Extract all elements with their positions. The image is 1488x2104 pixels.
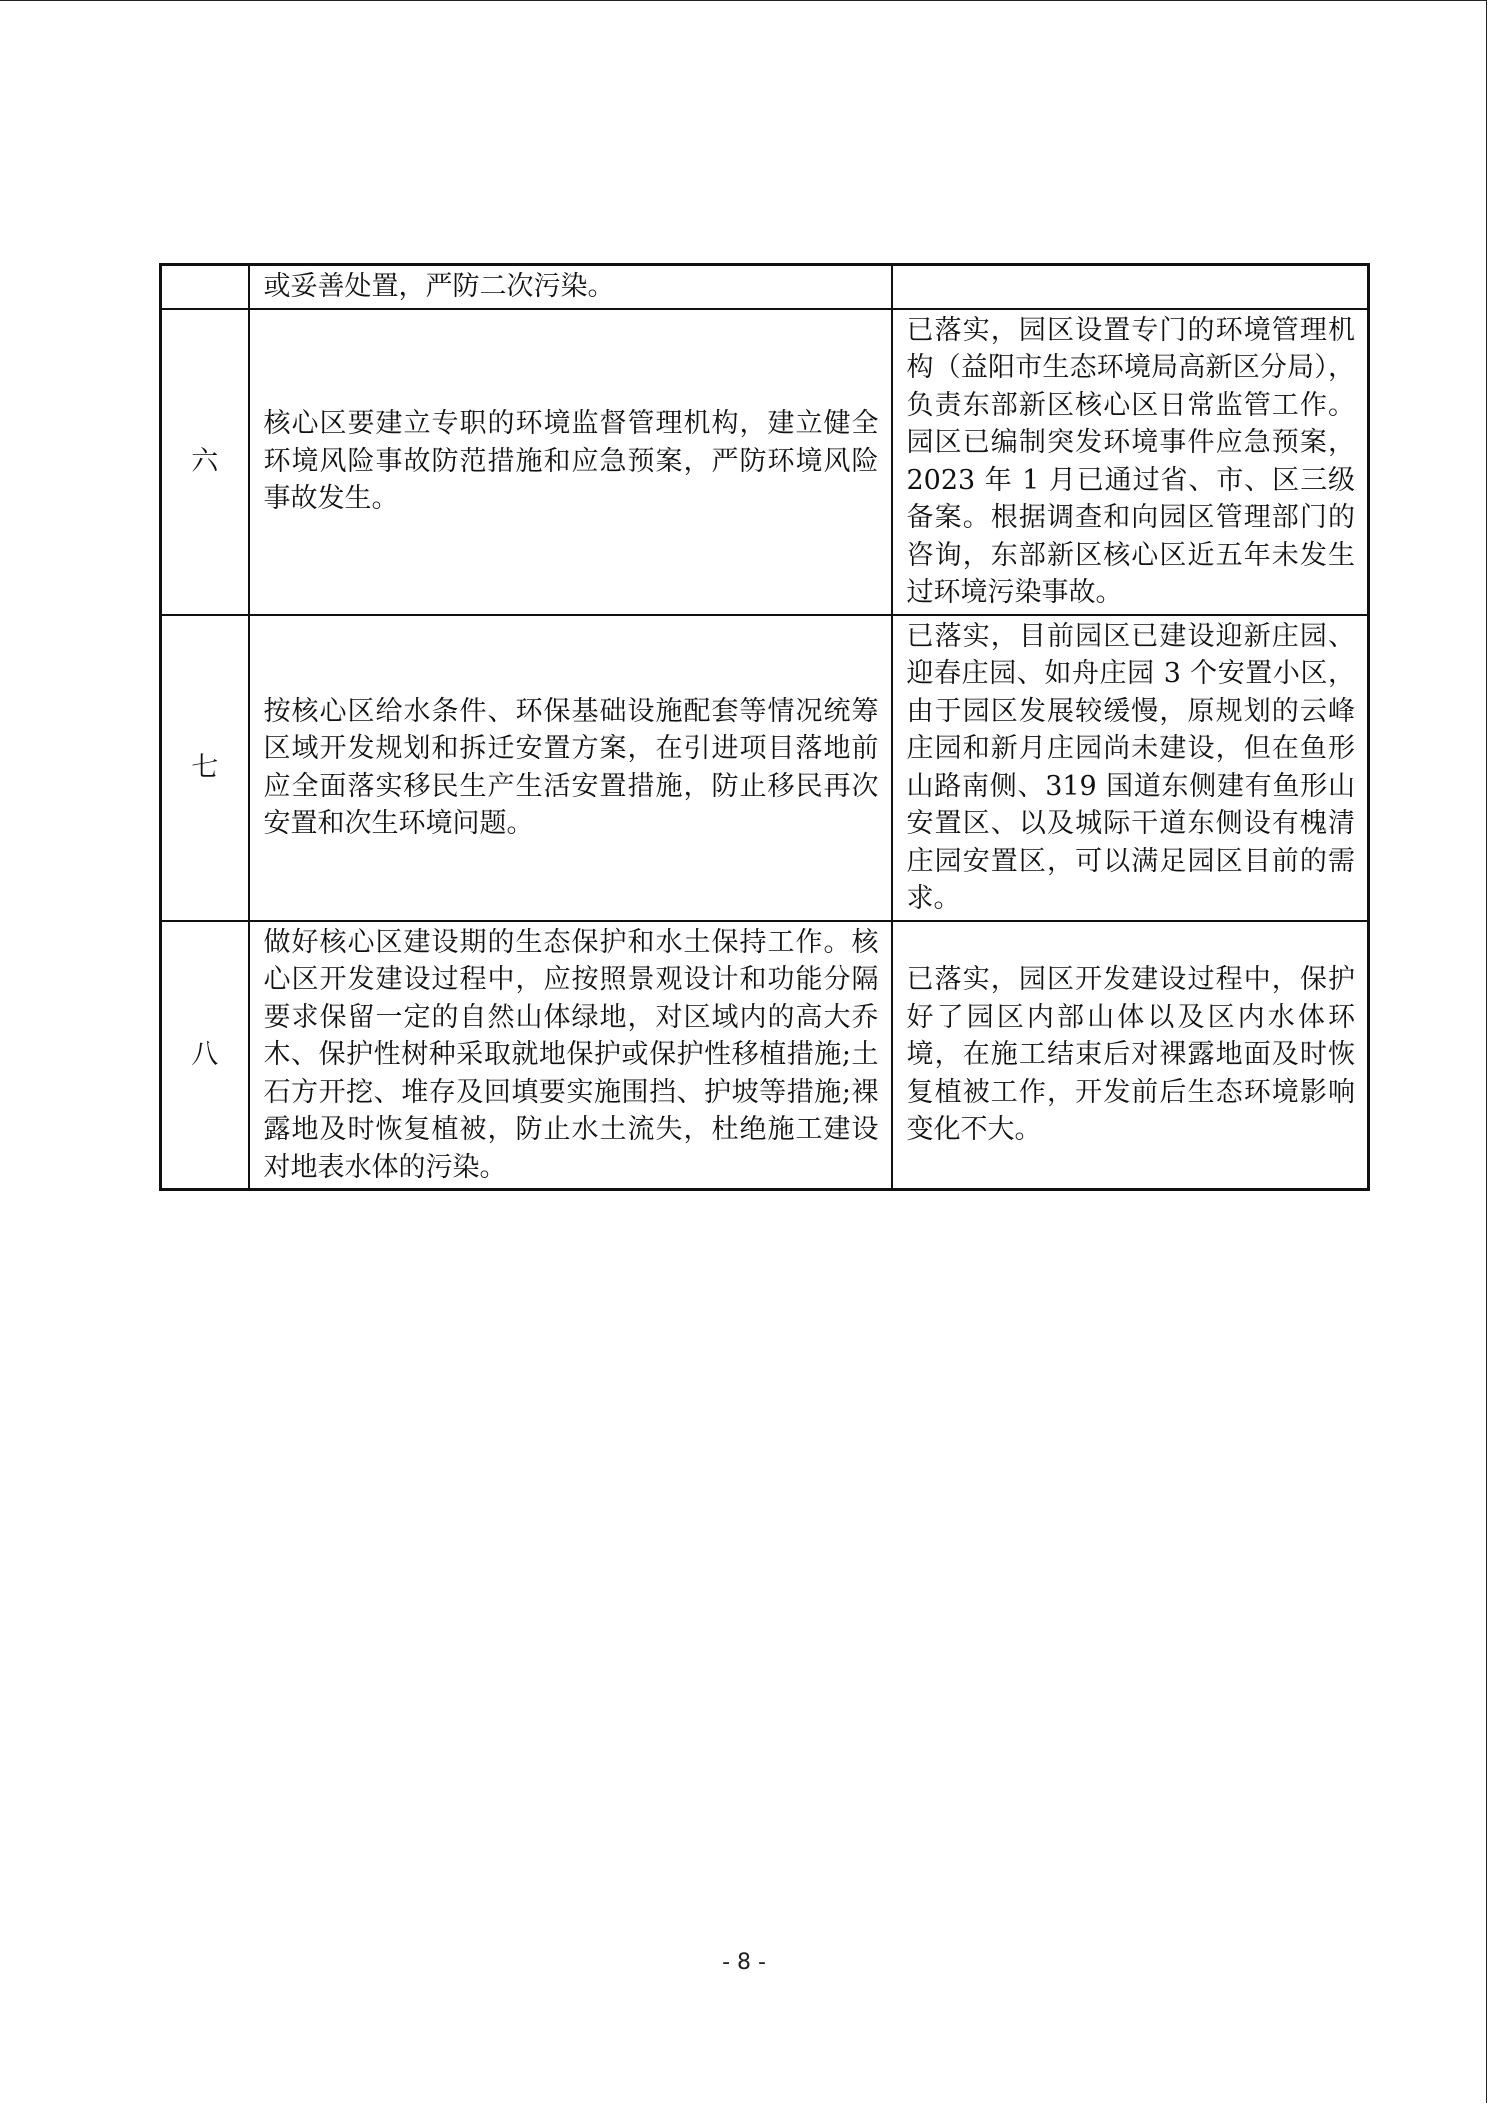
row-number: 八 bbox=[161, 921, 249, 1190]
requirement-text: 做好核心区建设期的生态保护和水土保持工作。核心区开发建设过程中，应按照景观设计和功能分隔要求保留一定的自然山体绿地，对区域内的高大乔木、保护性树种采取就地保护或保护性移植措施;土石方开挖、堆存及回填要实施围挡、护坡等措施;裸露地及时恢复植被，防止水土流失，杜绝施工建设对地表水体的污染。 bbox=[249, 921, 892, 1190]
table-row bbox=[161, 615, 1369, 921]
row-number bbox=[161, 265, 249, 309]
table-row bbox=[161, 921, 1369, 1190]
requirement-text: 按核心区给水条件、环保基础设施配套等情况统筹区域开发规划和拆迁安置方案，在引进项目落地前应全面落实移民生产生活安置措施，防止移民再次安置和次生环境问题。 bbox=[249, 615, 892, 921]
implementation-status: 已落实，目前园区已建设迎新庄园、迎春庄园、如舟庄园 3 个安置小区，由于园区发展较缓慢，原规划的云峰庄园和新月庄园尚未建设，但在鱼形山路南侧、319 国道东侧建有鱼形山安置区、以及城际干道东侧设有槐清庄园安置区，可以满足园区目前的需求。 bbox=[892, 615, 1369, 921]
row-number: 六 bbox=[161, 309, 249, 615]
implementation-status: 已落实，园区设置专门的环境管理机构（益阳市生态环境局高新区分局），负责东部新区核心区日常监管工作。园区已编制突发环境事件应急预案，2023 年 1 月已通过省、市、区三级备案。根据调查和向园区管理部门的咨询，东部新区核心区近五年未发生过环境污染事故。 bbox=[892, 309, 1369, 615]
requirement-text: 核心区要建立专职的环境监督管理机构，建立健全环境风险事故防范措施和应急预案，严防环境风险事故发生。 bbox=[249, 309, 892, 615]
page-number: - 8 - bbox=[722, 1950, 766, 1975]
row-number: 七 bbox=[161, 615, 249, 921]
table-row bbox=[161, 309, 1369, 615]
implementation-status: 已落实，园区开发建设过程中，保护好了园区内部山体以及区内水体环境，在施工结束后对裸露地面及时恢复植被工作，开发前后生态环境影响变化不大。 bbox=[892, 921, 1369, 1190]
table-row bbox=[161, 265, 1369, 309]
implementation-status bbox=[892, 265, 1369, 309]
requirement-text: 或妥善处置，严防二次污染。 bbox=[249, 265, 892, 309]
requirements-table bbox=[159, 263, 1370, 1191]
